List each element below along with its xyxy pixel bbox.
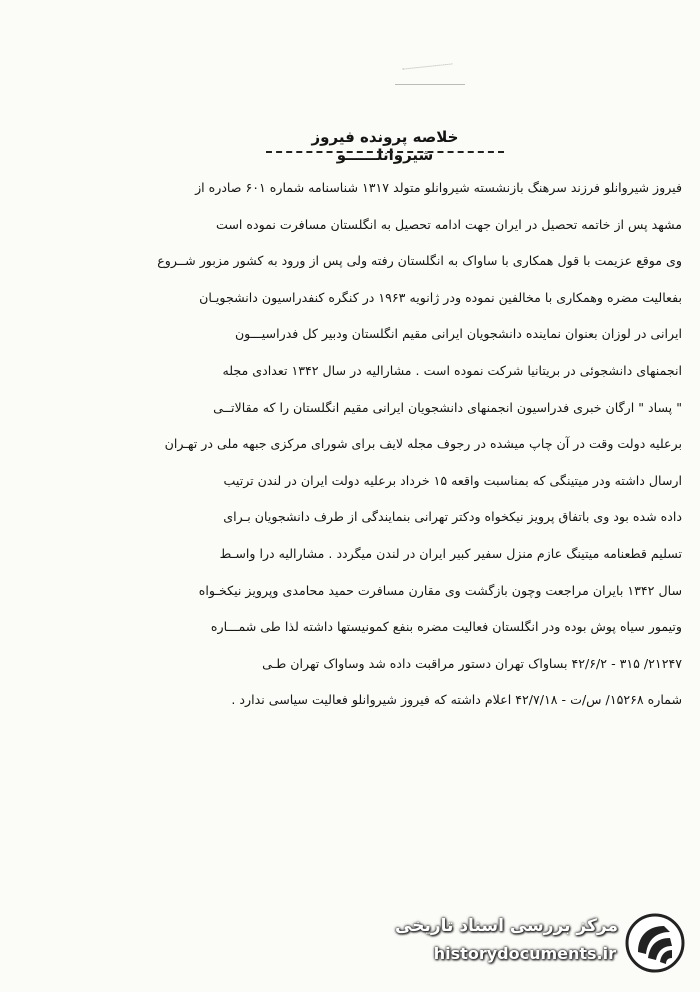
document-body	[62, 170, 682, 719]
archive-emblem-icon	[624, 912, 686, 974]
body-line: ایرانی در لوزان بعنوان نماینده دانشجویان ایرانی مقیم انگلستان ودبیر کل فدراسیـــون	[234, 326, 682, 342]
body-line: وی موقع عزیمت با قول همکاری با ساواک به انگلستان رفته ولی پس از ورود به کشور مزبور شــروع	[157, 253, 682, 269]
body-line: ۲۱۲۴۷/ ۳۱۵ - ۴۲/۶/۲ بساواک تهران دستور مراقبت داده شد وساواک تهران طـی	[262, 655, 682, 671]
body-line: تسلیم قطعنامه میتینگ عازم منزل سفیر کبیر ایران در لندن میگردد . مشارالیه درا واسـط	[219, 545, 682, 561]
body-line: بفعالیت مضره وهمکاری با مخالفین نموده ودر ژانویه ۱۹۶۳ در کنگره کنفدراسیون دانشجویـان	[199, 289, 682, 305]
document-title: خلاصه پرونده فیروز شیروانلــــــو	[311, 128, 459, 164]
body-line: وتیمور سیاه پوش بوده ودر انگلستان فعالیت مضره بنفع کمونیستها داشته لذا طی شمـــاره	[210, 619, 682, 635]
watermark-url: historydocuments.ir	[433, 944, 616, 963]
body-line: انجمنهای دانشجوئی در بریتانیا شرکت نموده است . مشارالیه در سال ۱۳۴۲ تعدادی مجله	[222, 362, 682, 378]
watermark-logo	[386, 910, 686, 976]
body-line: شماره ۱۵۲۶۸/ س/ت - ۴۲/۷/۱۸ اعلام داشته که فیروز شیروانلو فعالیت سیاسی ندارد .	[231, 692, 682, 708]
body-line: مشهد پس از خاتمه تحصیل در ایران جهت ادامه تحصیل به انگلستان مسافرت نموده است	[215, 216, 682, 232]
body-line: سال ۱۳۴۲ بایران مراجعت وچون بازگشت وی مقارن مسافرت حمید محامدی وپرویز نیکخـواه	[198, 582, 682, 598]
body-line: " پساد " ارگان خبری فدراسیون انجمنهای دانشجویان ایرانی مقیم انگلستان را که مقالاتــی	[213, 399, 682, 415]
body-line: فیروز شیروانلو فرزند سرهنگ بازنشسته شیروانلو متولد ۱۳۱۷ شناسنامه شماره ۶۰۱ صادره از	[195, 180, 682, 195]
watermark-name: مرکز بررسی اسناد تاریخی	[395, 916, 618, 936]
handwritten-mark	[395, 58, 465, 85]
body-line: ارسال داشته ودر میتینگی که بمناسبت واقعه ۱۵ خرداد برعلیه دولت ایران در لندن ترتیب	[223, 472, 682, 488]
body-line: داده شده بود وی باتفاق پرویز نیکخواه ودکتر تهرانی بنمایندگی از طرف دانشجویان بـرای	[223, 509, 682, 525]
title-underline	[266, 151, 504, 153]
body-line: برعلیه دولت وقت در آن چاپ میشده در رجوف مجله لایف برای شورای مرکزی جبهه ملی در تهـران	[164, 436, 682, 452]
